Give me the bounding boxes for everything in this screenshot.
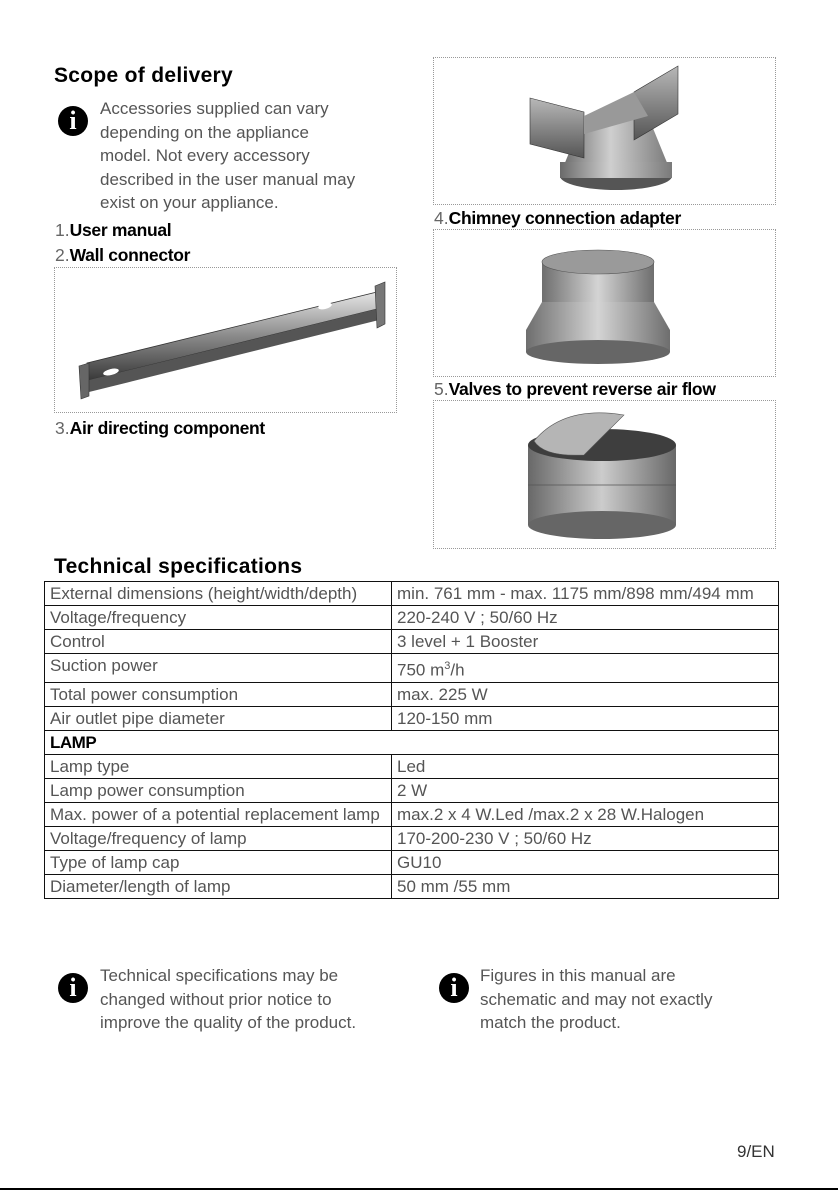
reducer-drawing xyxy=(434,230,775,376)
table-row xyxy=(45,802,779,826)
item-chimney-adapter: 4.Chimney connection adapter xyxy=(434,208,681,228)
table-row xyxy=(45,874,779,898)
spec-value: 2 W xyxy=(392,778,779,802)
item-wall-connector: 2.Wall connector xyxy=(55,245,191,265)
table-row xyxy=(45,654,779,683)
spec-label: External dimensions (height/width/depth) xyxy=(45,582,392,606)
spec-label: Type of lamp cap xyxy=(45,850,392,874)
spec-label: Diameter/length of lamp xyxy=(45,874,392,898)
spec-value: 120-150 mm xyxy=(392,706,779,730)
table-row xyxy=(45,826,779,850)
note-line: improve the quality of the product. xyxy=(100,1013,357,1032)
info-icon: i xyxy=(58,973,88,1003)
spec-value: 50 mm /55 mm xyxy=(392,874,779,898)
table-row xyxy=(45,606,779,630)
spec-value xyxy=(392,654,779,683)
specs-note-left xyxy=(100,964,356,1035)
item-user-manual: 1.User manual xyxy=(55,220,172,240)
spec-section-lamp: LAMP xyxy=(45,730,779,754)
page-bottom-rule xyxy=(0,1188,838,1190)
page-number: 9/EN xyxy=(737,1142,775,1161)
note-line: match the product. xyxy=(480,1013,621,1032)
table-row xyxy=(45,754,779,778)
specs-table xyxy=(44,581,779,899)
reverse-valve-image-2 xyxy=(433,400,776,549)
spec-value: Led xyxy=(392,754,779,778)
spec-value: 220-240 V ; 50/60 Hz xyxy=(392,606,779,630)
spec-value: 170-200-230 V ; 50/60 Hz xyxy=(392,826,779,850)
valve-drawing xyxy=(434,401,775,548)
table-row xyxy=(45,850,779,874)
spec-label: Control xyxy=(45,630,392,654)
table-row xyxy=(45,778,779,802)
table-section-row xyxy=(45,730,779,754)
spec-value: GU10 xyxy=(392,850,779,874)
spec-value: 3 level + 1 Booster xyxy=(392,630,779,654)
spec-label: Max. power of a potential replacement lamp xyxy=(45,802,392,826)
table-row xyxy=(45,582,779,606)
note-line: schematic and may not exactly xyxy=(480,989,713,1009)
item-reverse-valve: 5.Valves to prevent reverse air flow xyxy=(434,379,716,399)
spec-label: Lamp power consumption xyxy=(45,778,392,802)
spec-label: Air outlet pipe diameter xyxy=(45,706,392,730)
spec-label: Voltage/frequency xyxy=(45,606,392,630)
info-icon: i xyxy=(439,973,469,1003)
spec-value-tail: /h xyxy=(450,660,465,680)
wall-connector-image xyxy=(54,267,397,413)
scope-note-line: depending on the appliance xyxy=(100,122,309,142)
scope-note-line: model. Not every accessory xyxy=(100,146,310,165)
wall-connector-drawing xyxy=(55,268,396,412)
scope-note-line: described in the user manual may xyxy=(100,169,356,189)
chimney-adapter-drawing xyxy=(434,58,775,204)
scope-heading: Scope of delivery xyxy=(54,64,233,87)
specs-note-right xyxy=(480,964,712,1035)
note-line: Technical specifications may be xyxy=(100,966,339,985)
scope-note-line: Accessories supplied can vary xyxy=(100,99,329,118)
spec-value: max.2 x 4 W.Led /max.2 x 28 W.Halogen xyxy=(392,802,779,826)
table-row xyxy=(45,630,779,654)
specs-heading: Technical specifications xyxy=(54,555,303,578)
spec-value-main: 750 m xyxy=(397,660,445,680)
table-row xyxy=(45,706,779,730)
info-icon: i xyxy=(58,106,88,136)
chimney-adapter-image xyxy=(433,57,776,205)
spec-label: Total power consumption xyxy=(45,682,392,706)
spec-label: Suction power xyxy=(45,654,392,683)
spec-label: Lamp type xyxy=(45,754,392,778)
spec-label: Voltage/frequency of lamp xyxy=(45,826,392,850)
scope-note-line: exist on your appliance. xyxy=(100,193,279,212)
spec-value: max. 225 W xyxy=(392,682,779,706)
reverse-valve-image-1 xyxy=(433,229,776,377)
item-air-directing: 3.Air directing component xyxy=(55,418,265,438)
spec-value-sup: 3 xyxy=(444,660,451,672)
note-line: Figures in this manual are xyxy=(480,966,676,985)
table-row xyxy=(45,682,779,706)
scope-note xyxy=(100,97,355,215)
spec-value: min. 761 mm - max. 1175 mm/898 mm/494 mm xyxy=(392,582,779,606)
note-line: changed without prior notice to xyxy=(100,989,332,1009)
